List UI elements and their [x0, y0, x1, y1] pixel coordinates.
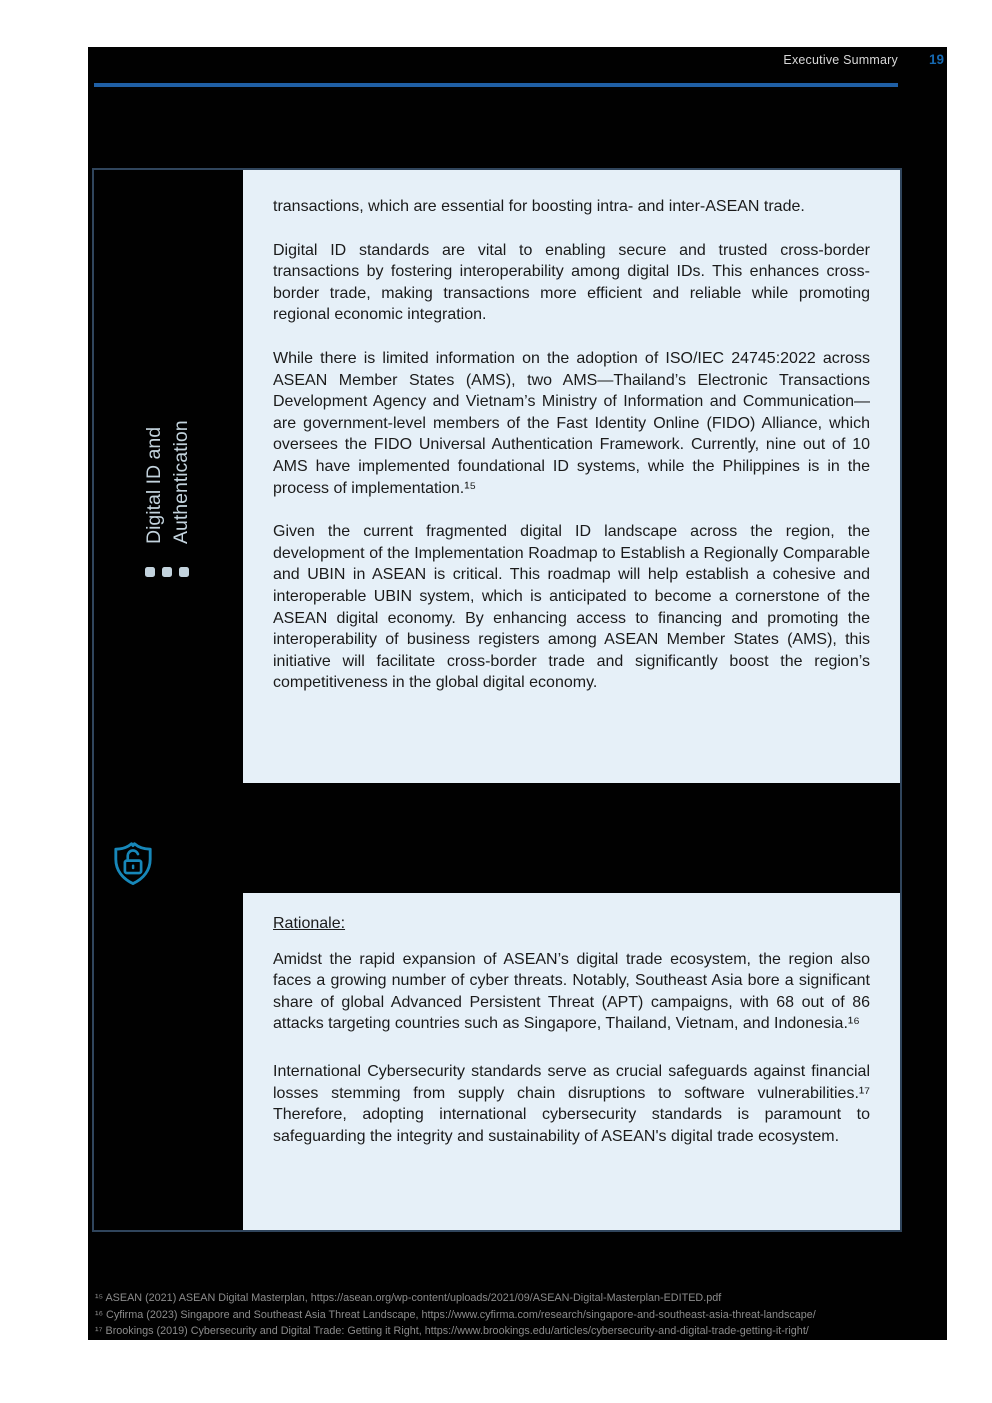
dot-icon — [179, 567, 189, 577]
paragraph: International Cybersecurity standards serve as crucial safeguards against financial losses stemming from supply chain disruptions to software vulnerabilities.¹⁷ Therefore, adopting international cybersecurity standards is paramount to safeguarding the integrity and sustainability of ASEAN's digital trade ecosystem. — [273, 1062, 870, 1145]
section-content-column — [243, 170, 900, 1230]
paragraph: transactions, which are essential for boosting intra- and inter-ASEAN trade. — [273, 198, 805, 215]
sidebar-vertical-label — [141, 388, 197, 544]
dot-icon — [145, 567, 155, 577]
paragraph: Amidst the rapid expansion of ASEAN’s digital trade ecosystem, the region also faces a growing number of cyber threats. Notably, Southeast Asia bore a significant share of global Advanced Persistent Threat (APT) campaigns, with 68 out of 86 attacks targeting countries such as Singapore, Thailand, Vietnam, and Indonesia.¹⁶ — [273, 950, 870, 1033]
paragraph: While there is limited information on the adoption of ISO/IEC 24745:2022 across ASEAN Member States (AMS), two AMS—Thailand’s Electronic Transactions Development Agency and Vietnam’s Ministry of Information and Communication—are government-level members of the Fast Identity Online (FIDO) Alliance, which oversees the FIDO Universal Authentication Framework. Currently, nine out of 10 AMS have implemented foundational ID systems, while the Philippines is in the process of implementation.¹⁵ — [273, 349, 870, 497]
header-rule — [94, 83, 898, 87]
sidebar-dots — [145, 567, 189, 577]
page-content-plate — [88, 47, 947, 1340]
sidebar-label-line2: Authentication — [170, 420, 192, 544]
shield-lock-icon — [112, 840, 154, 887]
paragraph: Given the current fragmented digital ID landscape across the region, the development of the Implementation Roadmap to Establish a Regionally Comparable and UBIN in ASEAN is critical. This roadmap will help establish a cohesive and interoperable UBIN system, which is anticipated to become a cornerstone of the ASEAN digital economy. By enhancing access to financing and promoting the interoperability of business registers among ASEAN Member States (AMS), this initiative will facilitate cross-border trade and significantly boost the region’s competitiveness in the global digital economy. — [273, 523, 870, 692]
running-header-title: Executive Summary — [783, 53, 898, 67]
dot-icon — [162, 567, 172, 577]
section-divider-band — [243, 783, 900, 893]
section-frame — [92, 168, 902, 1232]
footnotes — [95, 1290, 927, 1340]
paragraph: Digital ID standards are vital to enabling secure and trusted cross-border transactions by fostering interoperability among digital IDs. This enhances cross-border trade, making transactions more efficient and reliable while promoting regional economic integration. — [273, 241, 870, 324]
footnote: ¹⁵ ASEAN (2021) ASEAN Digital Masterplan, https://asean.org/wp-content/uploads/2021/09/ASEAN-Digital-Masterplan-EDITED.pdf — [95, 1292, 722, 1304]
page-number: 19 — [928, 52, 944, 67]
cybersecurity-rationale-panel — [243, 893, 900, 1230]
footnote: ¹⁷ Brookings (2019) Cybersecurity and Digital Trade: Getting it Right, https://www.brookings.edu/articles/cybersecurity-and-digital-trade-getting-it-right/ — [95, 1325, 809, 1337]
rationale-heading: Rationale: — [273, 915, 346, 932]
sidebar-label-line1: Digital ID and — [143, 426, 165, 544]
digital-id-text-panel — [243, 170, 900, 783]
footnote: ¹⁶ Cyfirma (2023) Singapore and Southeast Asia Threat Landscape, https://www.cyfirma.com/research/singapore-and-southeast-asia-threat-landscape/ — [95, 1308, 816, 1321]
section-sidebar — [94, 170, 243, 1230]
running-header — [88, 52, 944, 67]
